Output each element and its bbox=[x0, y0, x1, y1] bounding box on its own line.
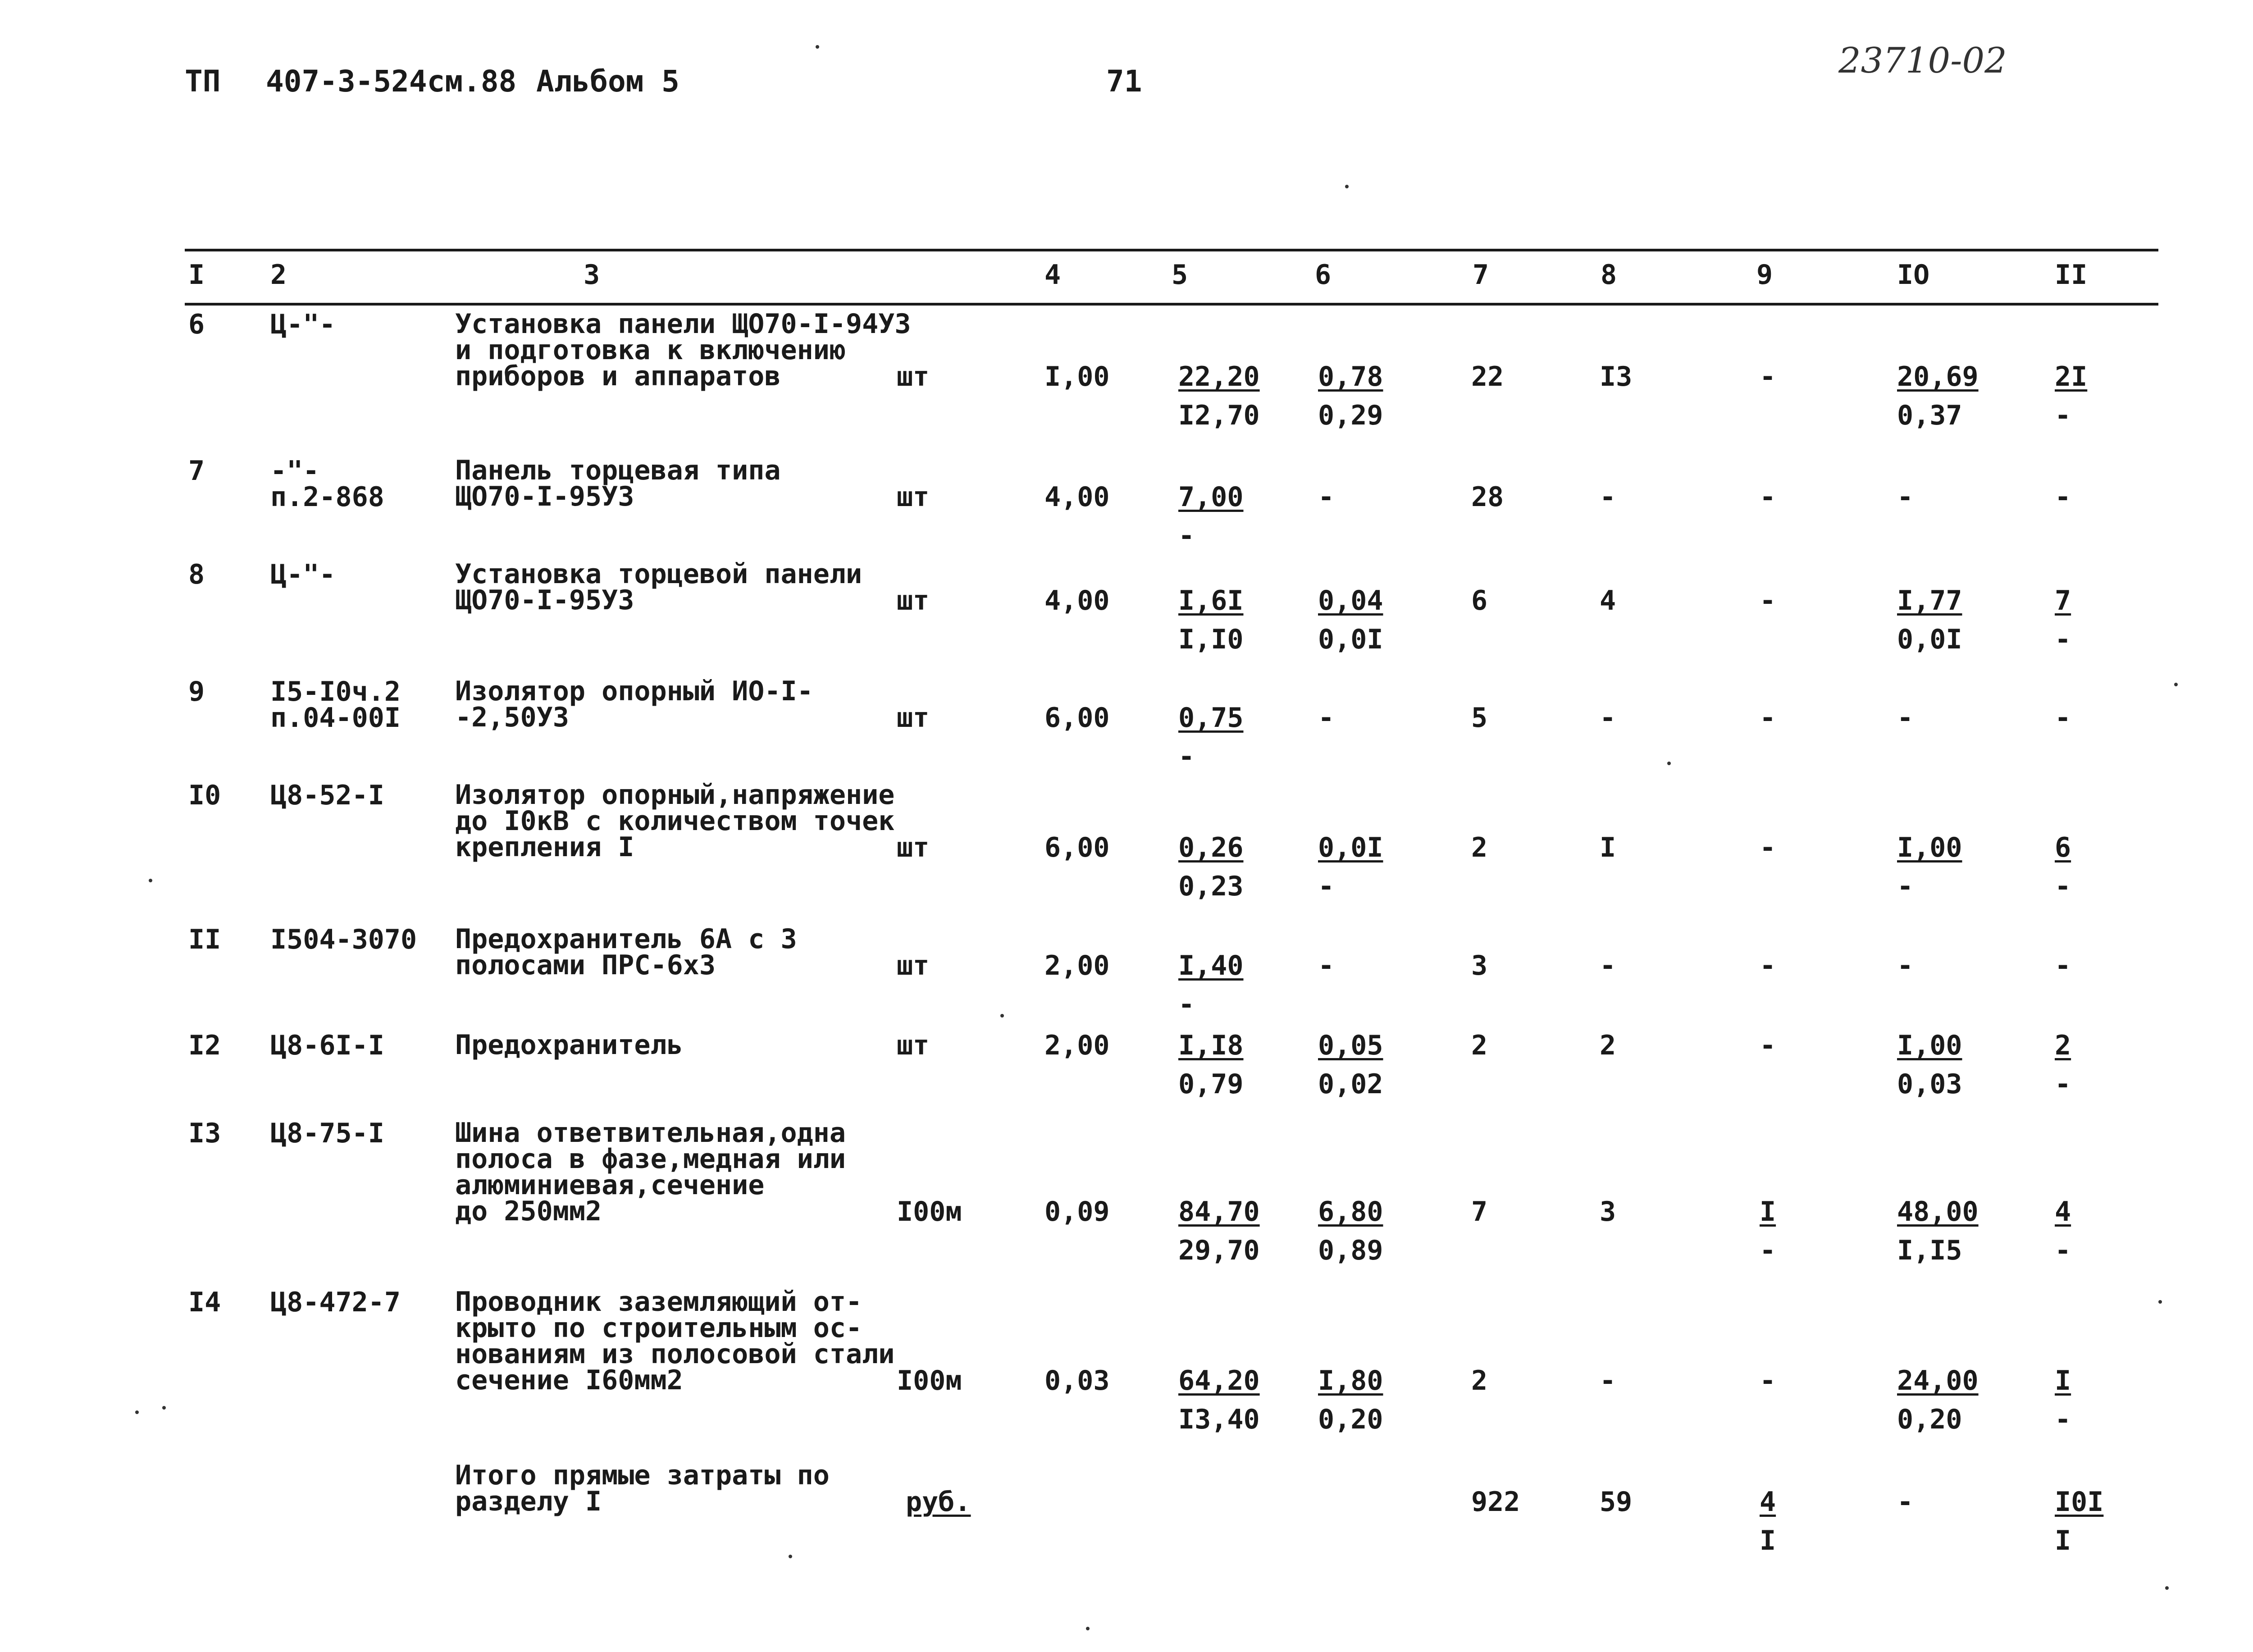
total-col10-cell: - bbox=[1897, 1486, 1914, 1518]
row-code: Ц8-52-I bbox=[270, 780, 384, 811]
col6-cell: 0,04 bbox=[1318, 585, 1383, 616]
total-col7: 922 bbox=[1471, 1486, 1520, 1518]
col9-cell: - bbox=[1760, 585, 1776, 616]
row-unit: шт bbox=[897, 481, 930, 513]
col11-cell: 7 bbox=[2055, 585, 2071, 616]
row-description: Проводник заземляющий от- bbox=[455, 1286, 862, 1318]
row-description: до I0кВ с количеством точек bbox=[455, 805, 895, 837]
scan-speck bbox=[816, 45, 819, 49]
row-description: Изолятор опорный,напряжение bbox=[455, 779, 895, 811]
row-number: 9 bbox=[188, 676, 205, 707]
scan-speck bbox=[135, 1410, 139, 1414]
col8-cell: 3 bbox=[1600, 1196, 1616, 1228]
col11-cell: - bbox=[2055, 950, 2071, 981]
col5-cell: 84,70 bbox=[1178, 1196, 1260, 1228]
row-description: и подготовка к включению bbox=[455, 334, 846, 366]
col9-cell: - bbox=[1760, 1365, 1776, 1396]
col8-cell: - bbox=[1600, 702, 1616, 734]
row-unit: I00м bbox=[897, 1196, 962, 1228]
row-number: I4 bbox=[188, 1287, 221, 1318]
col5-cell: 0,26 bbox=[1178, 832, 1244, 863]
col5-subcell: 0,23 bbox=[1178, 871, 1244, 902]
column-header: I bbox=[188, 259, 205, 291]
scan-speck bbox=[1086, 1627, 1090, 1630]
col6-subcell: - bbox=[1318, 871, 1335, 902]
col10-cell: 24,00 bbox=[1897, 1365, 1979, 1396]
col10-cell: 48,00 bbox=[1897, 1196, 1979, 1228]
row-number: 6 bbox=[188, 309, 205, 340]
col8-cell: - bbox=[1600, 1365, 1616, 1396]
scan-speck bbox=[1000, 1014, 1004, 1018]
total-description: разделу I bbox=[455, 1486, 602, 1517]
row-unit: шт bbox=[897, 1030, 930, 1061]
col7-cell: 2 bbox=[1471, 1030, 1488, 1061]
column-header: 6 bbox=[1315, 259, 1332, 291]
col10-subcell: 0,37 bbox=[1897, 400, 1962, 431]
col5-subcell: 0,79 bbox=[1178, 1068, 1244, 1100]
col5-subcell: 29,70 bbox=[1178, 1235, 1260, 1266]
row-code: Ц-"- bbox=[270, 559, 336, 590]
row-description: крепления I bbox=[455, 831, 634, 863]
col11-cell: 6 bbox=[2055, 832, 2071, 863]
col10-subcell: 0,03 bbox=[1897, 1068, 1962, 1100]
page-number: 71 bbox=[1106, 64, 1142, 99]
row-description: Установка панели ЩО70-I-94У3 bbox=[455, 308, 911, 340]
col7-cell: 7 bbox=[1471, 1196, 1488, 1228]
col6-subcell: 0,0I bbox=[1318, 624, 1383, 655]
col7-cell: 6 bbox=[1471, 585, 1488, 616]
col6-cell: 0,05 bbox=[1318, 1030, 1383, 1061]
col10-cell: I,77 bbox=[1897, 585, 1962, 616]
total-col11-subcell: I bbox=[2055, 1525, 2071, 1556]
col10-subcell: 0,0I bbox=[1897, 624, 1962, 655]
col6-subcell: 0,89 bbox=[1318, 1235, 1383, 1266]
col11-cell: 4 bbox=[2055, 1196, 2071, 1228]
col9-subcell: - bbox=[1760, 1235, 1776, 1266]
doc-series: ТП bbox=[185, 64, 221, 99]
col9-cell: - bbox=[1760, 361, 1776, 392]
row-description: Панель торцевая типа bbox=[455, 455, 781, 486]
col6-cell: - bbox=[1318, 950, 1335, 981]
col11-cell: 2I bbox=[2055, 361, 2088, 392]
column-header: 9 bbox=[1756, 259, 1773, 291]
handwritten-code: 23710-02 bbox=[1838, 41, 2007, 81]
col8-cell: I bbox=[1600, 832, 1616, 863]
scan-speck bbox=[162, 1406, 166, 1410]
scan-speck bbox=[2174, 683, 2178, 686]
column-header: 2 bbox=[270, 259, 287, 291]
row-description: ЩО70-I-95У3 bbox=[455, 481, 634, 512]
row-unit: шт bbox=[897, 585, 930, 616]
row-number: 8 bbox=[188, 559, 205, 590]
col6-cell: 0,78 bbox=[1318, 361, 1383, 392]
row-unit: шт bbox=[897, 702, 930, 734]
row-unit: I00м bbox=[897, 1365, 962, 1396]
col9-cell: - bbox=[1760, 702, 1776, 734]
col8-cell: - bbox=[1600, 950, 1616, 981]
row-description: приборов и аппаратов bbox=[455, 361, 781, 392]
row-quantity: 2,00 bbox=[1044, 1030, 1110, 1061]
total-col9-subcell: I bbox=[1760, 1525, 1776, 1556]
col5-cell: I,6I bbox=[1178, 585, 1244, 616]
col6-cell: - bbox=[1318, 702, 1335, 734]
col5-cell: 22,20 bbox=[1178, 361, 1260, 392]
column-header: 3 bbox=[584, 259, 600, 291]
col6-subcell: 0,02 bbox=[1318, 1068, 1383, 1100]
row-description: Изолятор опорный ИО-I- bbox=[455, 675, 813, 707]
col6-subcell: 0,20 bbox=[1318, 1404, 1383, 1435]
row-quantity: 0,03 bbox=[1044, 1365, 1110, 1396]
row-description: крыто по строительным ос- bbox=[455, 1312, 862, 1344]
row-number: I0 bbox=[188, 780, 221, 811]
col10-subcell: 0,20 bbox=[1897, 1404, 1962, 1435]
row-quantity: 4,00 bbox=[1044, 585, 1110, 616]
scan-speck bbox=[1345, 185, 1349, 188]
row-code: Ц-"- bbox=[270, 309, 336, 340]
total-col11-cell: I0I bbox=[2055, 1486, 2104, 1518]
col11-subcell: - bbox=[2055, 400, 2071, 431]
col10-subcell: - bbox=[1897, 871, 1914, 902]
col10-cell: I,00 bbox=[1897, 1030, 1962, 1061]
row-code: п.2-868 bbox=[270, 481, 384, 513]
col5-cell: 64,20 bbox=[1178, 1365, 1260, 1396]
col9-cell: I bbox=[1760, 1196, 1776, 1228]
doc-album: Альбом 5 bbox=[536, 64, 680, 99]
col11-cell: - bbox=[2055, 481, 2071, 513]
col5-subcell: I3,40 bbox=[1178, 1404, 1260, 1435]
row-unit: шт bbox=[897, 832, 930, 863]
col10-cell: - bbox=[1897, 481, 1914, 513]
row-unit: шт bbox=[897, 361, 930, 392]
col11-subcell: - bbox=[2055, 1404, 2071, 1435]
row-code: Ц8-6I-I bbox=[270, 1030, 384, 1061]
col11-subcell: - bbox=[2055, 624, 2071, 655]
col6-cell: I,80 bbox=[1318, 1365, 1383, 1396]
col10-subcell: I,I5 bbox=[1897, 1235, 1962, 1266]
total-description: Итого прямые затраты по bbox=[455, 1460, 830, 1491]
row-quantity: I,00 bbox=[1044, 361, 1110, 392]
col11-subcell: - bbox=[2055, 871, 2071, 902]
col7-cell: 5 bbox=[1471, 702, 1488, 734]
col11-cell: I bbox=[2055, 1365, 2071, 1396]
row-code: Ц8-75-I bbox=[270, 1118, 384, 1149]
col5-cell: I,I8 bbox=[1178, 1030, 1244, 1061]
row-description: Предохранитель bbox=[455, 1029, 683, 1061]
col10-cell: I,00 bbox=[1897, 832, 1962, 863]
total-unit: руб. bbox=[906, 1486, 971, 1518]
column-header: II bbox=[2055, 259, 2088, 291]
row-description: -2,50У3 bbox=[455, 702, 569, 733]
col8-cell: 4 bbox=[1600, 585, 1616, 616]
scan-speck bbox=[149, 879, 152, 882]
row-quantity: 2,00 bbox=[1044, 950, 1110, 981]
col8-cell: I3 bbox=[1600, 361, 1633, 392]
column-header: 4 bbox=[1044, 259, 1061, 291]
row-number: 7 bbox=[188, 455, 205, 487]
row-quantity: 6,00 bbox=[1044, 832, 1110, 863]
col5-subcell: - bbox=[1178, 520, 1195, 552]
scan-speck bbox=[2158, 1300, 2162, 1304]
col10-cell: 20,69 bbox=[1897, 361, 1979, 392]
col10-cell: - bbox=[1897, 950, 1914, 981]
table-header-rule bbox=[185, 303, 2158, 306]
row-quantity: 0,09 bbox=[1044, 1196, 1110, 1228]
scan-speck bbox=[2165, 1586, 2169, 1590]
col5-subcell: - bbox=[1178, 989, 1195, 1020]
row-number: II bbox=[188, 924, 221, 955]
column-header: IO bbox=[1897, 259, 1930, 291]
col6-cell: 6,80 bbox=[1318, 1196, 1383, 1228]
col5-subcell: I,I0 bbox=[1178, 624, 1244, 655]
row-description: алюминиевая,сечение bbox=[455, 1169, 765, 1201]
column-header: 7 bbox=[1473, 259, 1489, 291]
col11-cell: - bbox=[2055, 702, 2071, 734]
row-code: Ц8-472-7 bbox=[270, 1287, 401, 1318]
row-description: нованиям из полосовой стали bbox=[455, 1338, 895, 1370]
row-code: I504-3070 bbox=[270, 924, 417, 955]
col8-cell: 2 bbox=[1600, 1030, 1616, 1061]
col8-cell: - bbox=[1600, 481, 1616, 513]
column-header: 5 bbox=[1172, 259, 1188, 291]
row-description: ЩО70-I-95У3 bbox=[455, 584, 634, 616]
col5-subcell: - bbox=[1178, 741, 1195, 772]
col10-cell: - bbox=[1897, 702, 1914, 734]
col6-cell: 0,0I bbox=[1318, 832, 1383, 863]
doc-code: 407-3-524см.88 bbox=[266, 64, 517, 99]
row-description: сечение I60мм2 bbox=[455, 1364, 683, 1396]
col6-subcell: 0,29 bbox=[1318, 400, 1383, 431]
row-description: Установка торцевой панели bbox=[455, 558, 862, 590]
total-col8: 59 bbox=[1600, 1486, 1633, 1518]
table-top-rule bbox=[185, 249, 2158, 251]
row-code: I5-I0ч.2 bbox=[270, 676, 401, 707]
scan-speck bbox=[1667, 762, 1671, 765]
row-description: до 250мм2 bbox=[455, 1196, 602, 1227]
col9-cell: - bbox=[1760, 481, 1776, 513]
row-quantity: 6,00 bbox=[1044, 702, 1110, 734]
col7-cell: 3 bbox=[1471, 950, 1488, 981]
scan-speck bbox=[789, 1555, 792, 1558]
row-description: полосами ПРС-6х3 bbox=[455, 949, 716, 981]
col9-cell: - bbox=[1760, 1030, 1776, 1061]
col11-subcell: - bbox=[2055, 1235, 2071, 1266]
row-unit: шт bbox=[897, 950, 930, 981]
row-number: I2 bbox=[188, 1030, 221, 1061]
row-description: Шина ответвительная,одна bbox=[455, 1117, 846, 1149]
row-description: Предохранитель 6А с 3 bbox=[455, 923, 797, 955]
col11-cell: 2 bbox=[2055, 1030, 2071, 1061]
col9-cell: - bbox=[1760, 950, 1776, 981]
row-code: -"- bbox=[270, 455, 319, 487]
col6-cell: - bbox=[1318, 481, 1335, 513]
col5-subcell: I2,70 bbox=[1178, 400, 1260, 431]
col5-cell: 7,00 bbox=[1178, 481, 1244, 513]
col7-cell: 22 bbox=[1471, 361, 1504, 392]
column-header: 8 bbox=[1601, 259, 1617, 291]
col7-cell: 2 bbox=[1471, 832, 1488, 863]
row-number: I3 bbox=[188, 1118, 221, 1149]
row-code: п.04-00I bbox=[270, 702, 401, 734]
col7-cell: 2 bbox=[1471, 1365, 1488, 1396]
total-col9-cell: 4 bbox=[1760, 1486, 1776, 1518]
col5-cell: I,40 bbox=[1178, 950, 1244, 981]
col11-subcell: - bbox=[2055, 1068, 2071, 1100]
row-quantity: 4,00 bbox=[1044, 481, 1110, 513]
col7-cell: 28 bbox=[1471, 481, 1504, 513]
row-description: полоса в фазе,медная или bbox=[455, 1143, 846, 1175]
col5-cell: 0,75 bbox=[1178, 702, 1244, 734]
col9-cell: - bbox=[1760, 832, 1776, 863]
